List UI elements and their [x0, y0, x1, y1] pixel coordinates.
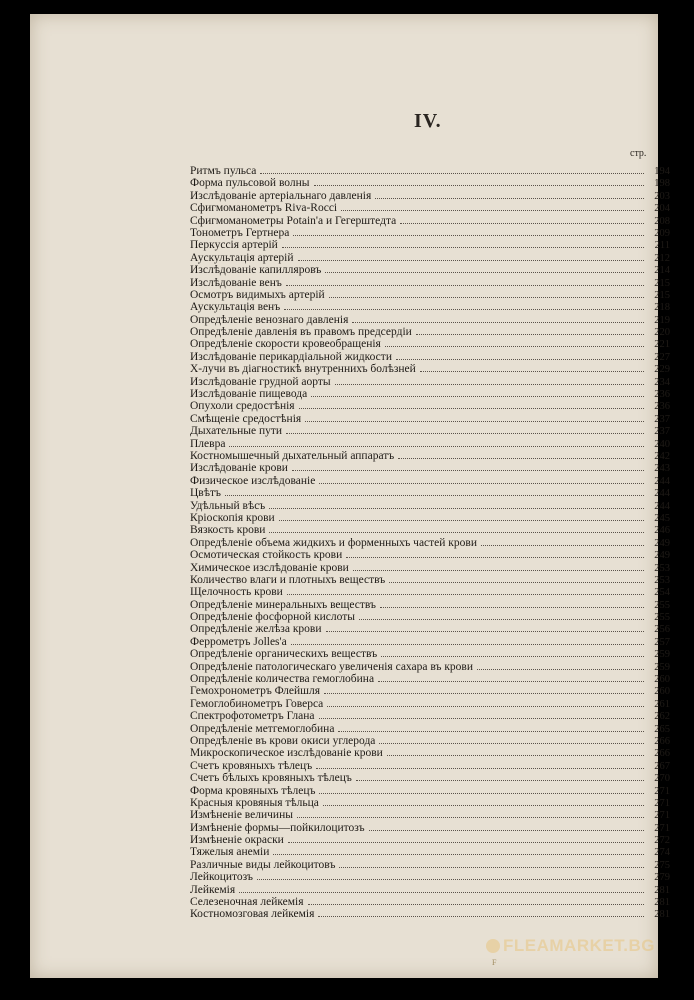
- toc-dot-leader: [273, 846, 644, 855]
- toc-entry-title: Опредѣленіе органическихъ веществъ: [190, 648, 378, 661]
- toc-entry: [190, 363, 670, 375]
- book-page: [30, 14, 670, 978]
- toc-entry-page: 281: [654, 897, 670, 909]
- toc-entry-title: Опредѣленіе метгемоглобина: [190, 722, 335, 735]
- toc-entry: [190, 846, 670, 858]
- toc-entry-title: Изслѣдованіе венъ: [190, 276, 282, 289]
- toc-entry: [190, 239, 670, 251]
- toc-entry: [190, 301, 670, 313]
- toc-entry: [190, 636, 670, 648]
- toc-dot-leader: [339, 859, 644, 868]
- toc-entry: [190, 338, 670, 350]
- toc-dot-leader: [279, 512, 644, 521]
- toc-entry-title: Физическое изслѣдованіе: [190, 474, 316, 487]
- toc-entry-title: Опредѣленіе скорости кровеобращенія: [190, 338, 381, 351]
- toc-entry: [190, 475, 670, 487]
- toc-dot-leader: [293, 227, 644, 236]
- toc-dot-leader: [324, 685, 644, 694]
- toc-entry-page: 260: [654, 686, 670, 698]
- toc-entry-page: 242: [654, 450, 670, 462]
- toc-entry: [190, 884, 670, 896]
- toc-entry-title: Ритмъ пульса: [190, 165, 257, 177]
- toc-entry-title: Опредѣленіе венознаго давленія: [190, 313, 349, 326]
- toc-dot-leader: [239, 884, 644, 893]
- toc-entry: [190, 611, 670, 623]
- toc-entry-title: Спектрофотометръ Глана: [190, 710, 315, 723]
- toc-entry-page: 215: [654, 289, 670, 301]
- toc-entry-title: Химическое изслѣдованіе крови: [190, 561, 349, 574]
- toc-entry-page: 218: [654, 302, 670, 314]
- toc-entry: [190, 710, 670, 722]
- toc-entry-page: 259: [654, 649, 670, 661]
- toc-dot-leader: [311, 388, 644, 397]
- toc-entry-page: 211: [654, 240, 670, 252]
- toc-entry: [190, 698, 670, 710]
- toc-entry-page: 219: [654, 314, 670, 326]
- toc-entry-title: Изслѣдованіе грудной аорты: [190, 375, 331, 388]
- toc-entry: [190, 289, 670, 301]
- toc-entry-page: 261: [654, 698, 670, 710]
- toc-entry-title: Вязкость крови: [190, 524, 266, 537]
- toc-entry: [190, 661, 670, 673]
- toc-entry-title: Сфигмоманометры Potain'а и Гегерштедта: [190, 214, 397, 227]
- toc-dot-leader: [329, 289, 644, 298]
- toc-entry-page: 262: [654, 711, 670, 723]
- toc-entry: [190, 351, 670, 363]
- toc-entry: [190, 747, 670, 759]
- watermark: [486, 936, 655, 956]
- toc-dot-leader: [325, 264, 644, 273]
- toc-dot-leader: [338, 723, 644, 732]
- toc-dot-leader: [316, 760, 644, 769]
- toc-entry-page: 270: [654, 773, 670, 785]
- toc-dot-leader: [318, 908, 644, 917]
- toc-entry-title: Дыхательные пути: [190, 425, 283, 438]
- toc-entry-page: 227: [654, 351, 670, 363]
- toc-entry-title: Измѣненіе формы—пойкилоцитозъ: [190, 821, 365, 834]
- toc-entry-page: 244: [654, 475, 670, 487]
- toc-dot-leader: [389, 574, 644, 583]
- toc-entry-title: Сфигмоманометръ Riva-Rocci: [190, 202, 338, 215]
- toc-entry-page: 279: [654, 872, 670, 884]
- toc-entry-title: Тонометръ Гертнера: [190, 226, 290, 239]
- toc-dot-leader: [326, 623, 644, 632]
- toc-entry: [190, 425, 670, 437]
- toc-entry: [190, 549, 670, 561]
- page-column-header: стр.: [630, 148, 647, 159]
- toc-entry-page: 208: [654, 215, 670, 227]
- toc-entry-title: Осмотическая стойкость крови: [190, 549, 343, 562]
- toc-entry: [190, 599, 670, 611]
- toc-entry-page: 256: [654, 624, 670, 636]
- toc-entry-title: Микроскопическое изслѣдованіе крови: [190, 747, 383, 760]
- toc-entry-page: 221: [654, 339, 670, 351]
- toc-entry-page: 266: [654, 735, 670, 747]
- toc-dot-leader: [292, 462, 644, 471]
- toc-entry-page: 271: [654, 785, 670, 797]
- toc-entry-page: 203: [654, 190, 670, 202]
- toc-entry: [190, 809, 670, 821]
- toc-entry-page: 236: [654, 401, 670, 413]
- toc-entry-page: 257: [654, 636, 670, 648]
- toc-dot-leader: [381, 648, 644, 657]
- toc-dot-leader: [335, 376, 644, 385]
- toc-entry-page: 272: [654, 835, 670, 847]
- toc-entry-title: Селезеночная лейкемія: [190, 896, 304, 909]
- toc-entry-page: 240: [654, 438, 670, 450]
- toc-entry: [190, 388, 670, 400]
- toc-dot-leader: [369, 822, 644, 831]
- toc-entry-page: 220: [654, 327, 670, 339]
- toc-entry-title: Измѣненіе величины: [190, 809, 293, 822]
- toc-dot-leader: [319, 710, 645, 719]
- toc-dot-leader: [356, 772, 644, 781]
- toc-entry-title: Феррометръ Jolles'а: [190, 635, 287, 648]
- toc-dot-leader: [400, 215, 644, 224]
- toc-dot-leader: [319, 475, 644, 484]
- toc-entry-title: Плевра: [190, 437, 226, 450]
- toc-entry-page: 274: [654, 847, 670, 859]
- toc-entry-page: 246: [654, 525, 670, 537]
- toc-entry-page: 236: [654, 389, 670, 401]
- toc-dot-leader: [378, 673, 644, 682]
- toc-entry-page: 281: [654, 884, 670, 896]
- toc-entry-title: Опредѣленіе давленія въ правомъ предсердіи: [190, 326, 412, 339]
- toc-entry-page: 209: [654, 227, 670, 239]
- toc-entry: [190, 760, 670, 772]
- toc-entry: [190, 400, 670, 412]
- toc-entry: [190, 500, 670, 512]
- toc-entry-page: 253: [654, 574, 670, 586]
- toc-dot-leader: [375, 190, 644, 199]
- toc-dot-leader: [341, 202, 644, 211]
- toc-entry: [190, 202, 670, 214]
- toc-entry: [190, 871, 670, 883]
- toc-entry-page: 255: [654, 612, 670, 624]
- toc-dot-leader: [385, 338, 644, 347]
- toc-entry-title: Аускультація венъ: [190, 301, 281, 314]
- page-number: IV.: [414, 110, 442, 132]
- toc-entry-title: Счетъ кровяныхъ тѣлецъ: [190, 759, 313, 772]
- toc-entry-page: 204: [654, 203, 670, 215]
- toc-entry-title: Лейкоцитозъ: [190, 871, 253, 884]
- toc-entry-page: 267: [654, 760, 670, 772]
- toc-entry: [190, 450, 670, 462]
- toc-entry-title: Измѣненіе окраски: [190, 834, 284, 847]
- toc-entry-page: 271: [654, 810, 670, 822]
- toc-entry-title: Опредѣленіе желѣза крови: [190, 623, 322, 636]
- toc-entry-page: 271: [654, 797, 670, 809]
- toc-entry-title: Осмотръ видимыхъ артерій: [190, 288, 325, 301]
- toc-entry: [190, 537, 670, 549]
- toc-entry-page: 245: [654, 512, 670, 524]
- toc-entry-page: 271: [654, 822, 670, 834]
- footer-mark: F: [492, 958, 497, 967]
- toc-dot-leader: [353, 562, 644, 571]
- toc-entry-page: 259: [654, 661, 670, 673]
- toc-dot-leader: [416, 326, 644, 335]
- toc-entry-title: Изслѣдованіе артеріальнаго давленія: [190, 189, 372, 202]
- toc-entry: [190, 623, 670, 635]
- toc-dot-leader: [314, 177, 644, 186]
- toc-entry-title: Опредѣленіе патологическаго увеличенія сахара въ крови: [190, 660, 474, 673]
- toc-entry-page: 198: [654, 178, 670, 190]
- toc-dot-leader: [346, 549, 644, 558]
- toc-entry-page: 244: [654, 488, 670, 500]
- toc-dot-leader: [297, 809, 644, 818]
- toc-entry: [190, 512, 670, 524]
- toc-entry: [190, 190, 670, 202]
- toc-entry: [190, 685, 670, 697]
- toc-entry-page: 234: [654, 376, 670, 388]
- toc-dot-leader: [288, 834, 644, 843]
- toc-entry: [190, 487, 670, 499]
- toc-dot-leader: [398, 450, 644, 459]
- toc-entry: [190, 462, 670, 474]
- table-of-contents: [190, 165, 670, 921]
- toc-entry-title: Удѣльный вѣсъ: [190, 499, 266, 512]
- toc-dot-leader: [308, 896, 644, 905]
- toc-entry-title: Форма пульсовой волны: [190, 177, 310, 190]
- toc-dot-leader: [225, 487, 644, 496]
- toc-entry: [190, 277, 670, 289]
- toc-entry: [190, 413, 670, 425]
- toc-entry: [190, 785, 670, 797]
- toc-entry: [190, 314, 670, 326]
- toc-entry-title: Костномышечный дыхательный аппаратъ: [190, 449, 395, 462]
- toc-entry: [190, 859, 670, 871]
- toc-dot-leader: [287, 586, 644, 595]
- toc-dot-leader: [396, 351, 644, 360]
- toc-entry-title: Щелочность крови: [190, 586, 283, 599]
- toc-dot-leader: [305, 413, 644, 422]
- toc-dot-leader: [380, 599, 644, 608]
- toc-entry-title: Изслѣдованіе капилляровъ: [190, 264, 322, 277]
- toc-dot-leader: [481, 537, 644, 546]
- toc-entry-title: Опредѣленіе объема жидкихъ и форменныхъ частей крови: [190, 536, 477, 549]
- toc-entry-title: Изслѣдованіе крови: [190, 462, 288, 475]
- toc-entry-title: Тяжелыя анеміи: [190, 846, 270, 859]
- toc-entry-title: Цвѣтъ: [190, 487, 221, 500]
- toc-entry-title: Опредѣленіе количества гемоглобина: [190, 673, 375, 686]
- toc-entry: [190, 723, 670, 735]
- watermark-logo-icon: [486, 939, 500, 953]
- toc-dot-leader: [291, 636, 644, 645]
- toc-entry-title: Перкуссія артерій: [190, 239, 278, 252]
- toc-entry: [190, 376, 670, 388]
- toc-entry: [190, 834, 670, 846]
- toc-entry: [190, 797, 670, 809]
- toc-dot-leader: [298, 252, 644, 261]
- toc-entry-title: Костномозговая лейкемія: [190, 908, 315, 921]
- toc-entry-page: 266: [654, 748, 670, 760]
- toc-entry: [190, 908, 670, 920]
- toc-entry: [190, 648, 670, 660]
- toc-entry-page: 243: [654, 463, 670, 475]
- toc-entry-title: Изслѣдованіе пищевода: [190, 388, 308, 401]
- toc-dot-leader: [229, 438, 644, 447]
- toc-dot-leader: [352, 314, 644, 323]
- toc-entry-title: Гемохронометръ Флейшля: [190, 685, 321, 698]
- toc-entry-page: 229: [654, 364, 670, 376]
- toc-entry-page: 265: [654, 723, 670, 735]
- toc-entry: [190, 227, 670, 239]
- toc-dot-leader: [359, 611, 644, 620]
- toc-entry-title: Аускультація артерій: [190, 251, 294, 264]
- toc-entry-title: Счетъ бѣлыхъ кровяныхъ тѣлецъ: [190, 772, 352, 785]
- toc-entry: [190, 562, 670, 574]
- toc-entry-title: Форма кровяныхъ тѣлецъ: [190, 784, 316, 797]
- toc-entry: [190, 896, 670, 908]
- toc-entry: [190, 438, 670, 450]
- toc-entry-page: 249: [654, 537, 670, 549]
- toc-entry: [190, 177, 670, 189]
- watermark-text: FLEAMARKET.BG: [503, 936, 655, 955]
- toc-dot-leader: [286, 425, 644, 434]
- toc-entry: [190, 165, 670, 177]
- toc-dot-leader: [319, 785, 644, 794]
- toc-dot-leader: [299, 400, 644, 409]
- toc-entry-page: 237: [654, 413, 670, 425]
- toc-entry-page: 212: [654, 252, 670, 264]
- toc-entry-title: Опредѣленіе фосфорной кислоты: [190, 611, 355, 624]
- toc-dot-leader: [387, 747, 644, 756]
- toc-entry-page: 194: [654, 166, 670, 177]
- toc-entry-title: Лейкемія: [190, 883, 236, 896]
- toc-dot-leader: [282, 239, 644, 248]
- toc-dot-leader: [257, 871, 644, 880]
- toc-entry-page: 237: [654, 426, 670, 438]
- toc-entry-title: Различные виды лейкоцитовъ: [190, 858, 336, 871]
- toc-entry-page: 215: [654, 277, 670, 289]
- toc-dot-leader: [323, 797, 644, 806]
- toc-entry: [190, 822, 670, 834]
- toc-entry-title: Кріоскопія крови: [190, 511, 275, 524]
- toc-entry-page: 249: [654, 550, 670, 562]
- toc-entry: [190, 264, 670, 276]
- toc-entry-title: Опредѣленіе минеральныхъ веществъ: [190, 598, 377, 611]
- toc-entry-title: Количество влаги и плотныхъ веществъ: [190, 573, 386, 586]
- toc-entry-page: 214: [654, 265, 670, 277]
- toc-dot-leader: [286, 277, 644, 286]
- toc-entry-page: 254: [654, 587, 670, 599]
- toc-entry-page: 244: [654, 500, 670, 512]
- toc-entry: [190, 252, 670, 264]
- toc-entry: [190, 772, 670, 784]
- toc-entry-title: Опухоли средостѣнія: [190, 400, 295, 413]
- toc-dot-leader: [327, 698, 644, 707]
- toc-dot-leader: [269, 500, 644, 509]
- toc-entry-title: Изслѣдованіе перикардіальной жидкости: [190, 350, 392, 363]
- toc-dot-leader: [477, 661, 644, 670]
- toc-entry: [190, 524, 670, 536]
- toc-entry: [190, 735, 670, 747]
- toc-dot-leader: [269, 524, 644, 533]
- toc-entry-page: 255: [654, 599, 670, 611]
- toc-entry: [190, 326, 670, 338]
- toc-entry: [190, 215, 670, 227]
- toc-entry: [190, 574, 670, 586]
- toc-entry-page: 281: [654, 909, 670, 921]
- toc-entry-title: Х-лучи въ діагностикѣ внутреннихъ болѣзней: [190, 363, 416, 376]
- toc-dot-leader: [379, 735, 644, 744]
- toc-dot-leader: [284, 301, 644, 310]
- toc-entry-title: Красныя кровяныя тѣльца: [190, 796, 319, 809]
- toc-entry-title: Смѣщеніе средостѣнія: [190, 412, 302, 425]
- toc-entry: [190, 586, 670, 598]
- toc-dot-leader: [260, 165, 644, 174]
- toc-entry-page: 275: [654, 859, 670, 871]
- toc-entry-page: 260: [654, 674, 670, 686]
- toc-entry: [190, 673, 670, 685]
- toc-dot-leader: [420, 363, 644, 372]
- toc-entry-page: 253: [654, 562, 670, 574]
- toc-entry-title: Опредѣленіе въ крови окиси углерода: [190, 734, 376, 747]
- toc-entry-title: Гемоглобинометръ Говерса: [190, 697, 324, 710]
